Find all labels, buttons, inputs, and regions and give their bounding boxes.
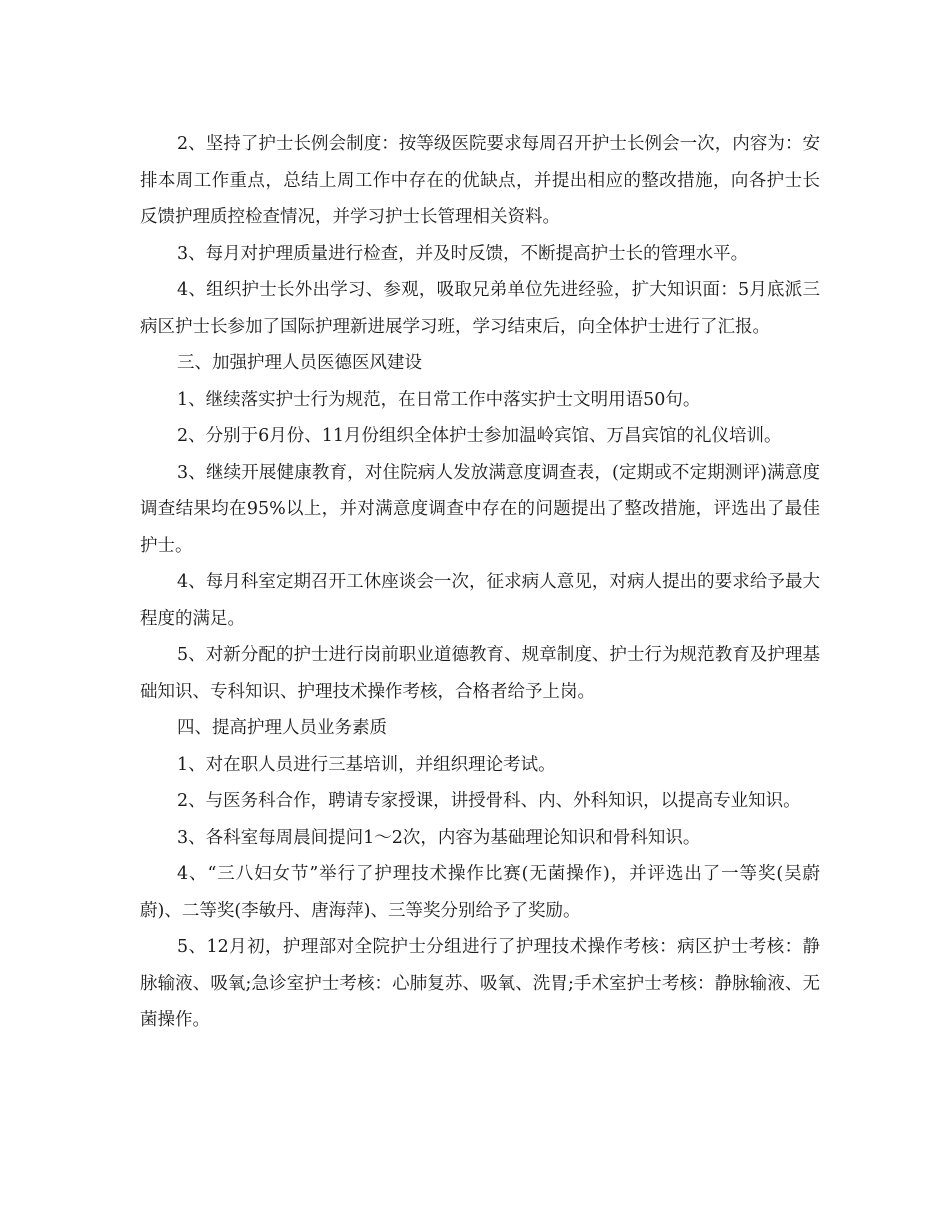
paragraph: 5、对新分配的护士进行岗前职业道德教育、规章制度、护士行为规范教育及护理基础知识、专科知识、护理技术操作考核，合格者给予上岗。 xyxy=(140,645,820,702)
paragraph: 1、对在职人员进行三基培训，并组织理论考试。 xyxy=(177,754,556,775)
paragraph: 5、12月初，护理部对全院护士分组进行了护理技术操作考核：病区护士考核：静脉输液、吸氧;急诊室护士考核：心肺复苏、吸氧、洗胃;手术室护士考核：静脉输液、无菌操作。 xyxy=(140,937,820,1030)
paragraph: 2、与医务科合作，聘请专家授课，讲授骨科、内、外科知识，以提高专业知识。 xyxy=(177,791,801,811)
paragraph: 3、继续开展健康教育，对住院病人发放满意度调查表，(定期或不定期测评)满意度调查结果均在95%以上，并对满意度调查中存在的问题提出了整改措施，评选出了最佳护士。 xyxy=(140,462,820,556)
paragraph: 4、“三八妇女节”举行了护理技术操作比赛(无菌操作)，并评选出了一等奖(吴蔚蔚)、二等奖(李敏丹、唐海萍)、三等奖分别给予了奖励。 xyxy=(140,864,820,921)
paragraph: 2、分别于6月份、11月份组织全体护士参加温岭宾馆、万昌宾馆的礼仪培训。 xyxy=(177,426,782,446)
paragraph: 2、坚持了护士长例会制度：按等级医院要求每周召开护士长例会一次，内容为：安排本周工作重点，总结上周工作中存在的优缺点，并提出相应的整改措施，向各护士长反馈护理质控检查情况，并学习护士长管理相关资料。 xyxy=(140,134,820,227)
paragraph: 4、组织护士长外出学习、参观，吸取兄弟单位先进经验，扩大知识面：5月底派三病区护士长参加了国际护理新进展学习班，学习结束后，向全体护士进行了汇报。 xyxy=(140,280,820,337)
section-heading: 四、提高护理人员业务素质 xyxy=(177,718,387,738)
section-heading: 三、加强护理人员医德医风建设 xyxy=(177,353,422,373)
paragraph: 4、每月科室定期召开工休座谈会一次，征求病人意见，对病人提出的要求给予最大程度的满足。 xyxy=(140,572,820,629)
document-body xyxy=(140,126,820,1039)
paragraph: 1、继续落实护士行为规范，在日常工作中落实护士文明用语50句。 xyxy=(177,389,701,410)
paragraph: 3、各科室每周晨间提问1～2次，内容为基础理论知识和骨科知识。 xyxy=(177,827,701,848)
paragraph: 3、每月对护理质量进行检查，并及时反馈，不断提高护士长的管理水平。 xyxy=(177,243,749,264)
